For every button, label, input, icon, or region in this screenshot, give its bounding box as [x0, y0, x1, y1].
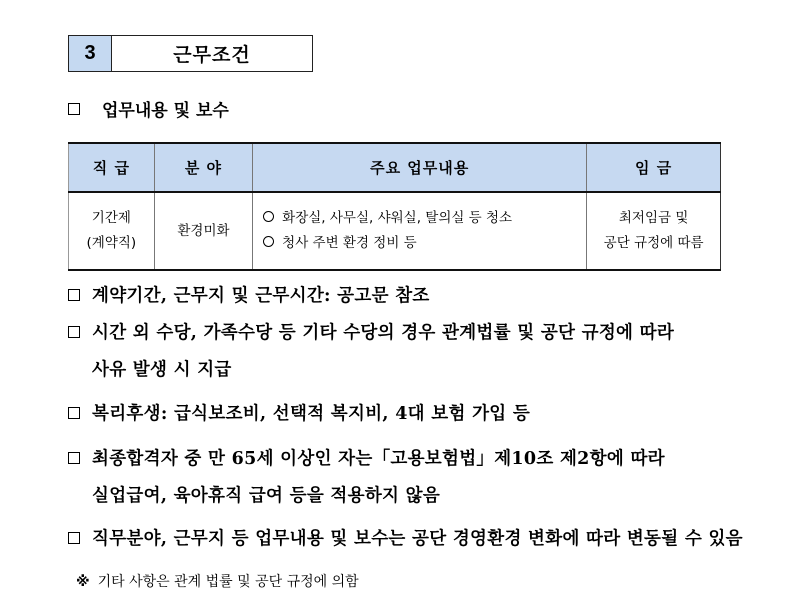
cell-rank — [69, 192, 155, 270]
rank-line: (계약직) — [86, 235, 137, 251]
header-field: 분 야 — [154, 143, 252, 192]
header-wage: 임 금 — [587, 143, 721, 192]
duties-wage-table — [68, 142, 721, 271]
square-bullet-icon — [68, 326, 80, 338]
list-item: 직무분야, 근무지 등 업무내용 및 보수는 공단 경영환경 변화에 따라 변동될 수 있음 — [68, 521, 743, 558]
duty-item: 화장실, 사무실, 샤워실, 탈의실 등 청소 — [263, 206, 585, 231]
reference-mark-icon: ※ — [76, 574, 90, 590]
list-item: 복리후생: 급식보조비, 선택적 복지비, 4대 보험 가입 등 — [68, 396, 530, 433]
rank-line: 기간제 — [91, 210, 131, 226]
wage-line: 최저임금 및 — [618, 210, 689, 226]
table-row — [69, 192, 721, 270]
list-item: 계약기간, 근무지 및 근무시간: 공고문 참조 — [68, 278, 430, 315]
square-bullet-icon — [68, 452, 80, 464]
square-bullet-icon — [68, 407, 80, 419]
list-item: 최종합격자 중 만 65세 이상인 자는「고용보험법」제10조 제2항에 따라 실업급여, 육아휴직 급여 등을 적용하지 않음 — [68, 441, 665, 515]
section-number: 3 — [69, 36, 112, 71]
section-header — [68, 35, 313, 72]
square-bullet-icon — [68, 103, 80, 115]
footnote — [76, 571, 359, 591]
list-item: 시간 외 수당, 가족수당 등 기타 수당의 경우 관계법률 및 공단 규정에 따라 사유 발생 시 지급 — [68, 315, 674, 389]
header-rank: 직 급 — [69, 143, 155, 192]
cell-duties — [253, 192, 587, 270]
cell-field: 환경미화 — [154, 192, 252, 270]
table-header-row — [69, 143, 721, 192]
cell-wage — [587, 192, 721, 270]
square-bullet-icon — [68, 289, 80, 301]
subheading — [68, 96, 229, 121]
section-title: 근무조건 — [173, 44, 251, 66]
circle-bullet-icon — [263, 211, 274, 222]
square-bullet-icon — [68, 532, 80, 544]
circle-bullet-icon — [263, 236, 274, 247]
duty-item: 청사 주변 환경 정비 등 — [263, 231, 585, 256]
footnote-text: 기타 사항은 관계 법률 및 공단 규정에 의함 — [97, 574, 359, 590]
subheading-label: 업무내용 및 보수 — [102, 101, 229, 121]
header-duties: 주요 업무내용 — [253, 143, 587, 192]
wage-line: 공단 규정에 따름 — [603, 235, 704, 251]
